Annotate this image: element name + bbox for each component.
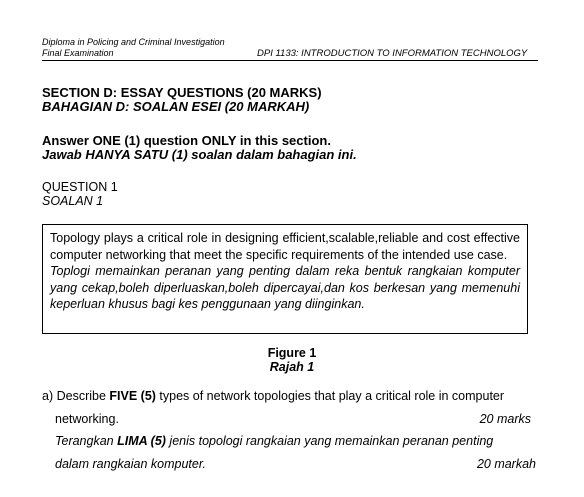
question-label-en: QUESTION 1 bbox=[42, 180, 118, 194]
figure-text-en: Topology plays a critical role in designing efficient,scalable,reliable and cost effective computer networking that meet the specific requirements of the intended use case. bbox=[50, 231, 520, 262]
course-title: Diploma in Policing and Criminal Investigation bbox=[42, 37, 225, 47]
part-a-prefix-ms: Terangkan bbox=[55, 434, 118, 448]
instruction-en: Answer ONE (1) question ONLY in this section. bbox=[42, 133, 331, 148]
section-title-ms: BAHAGIAN D: SOALAN ESEI (20 MARKAH) bbox=[42, 99, 310, 114]
section-title-en: SECTION D: ESSAY QUESTIONS (20 MARKS) bbox=[42, 85, 322, 100]
figure-caption-ms: Rajah 1 bbox=[269, 360, 315, 374]
instruction-ms: Jawab HANYA SATU (1) soalan dalam bahagian ini. bbox=[42, 147, 357, 162]
part-a-count-ms: LIMA (5) bbox=[117, 434, 166, 448]
part-a-line1-en bbox=[42, 389, 504, 403]
part-a-rest-en: types of network topologies that play a critical role in computer bbox=[155, 389, 505, 403]
part-a-count-en: FIVE (5) bbox=[109, 389, 156, 403]
part-a-line2-en: networking. bbox=[55, 412, 119, 426]
part-a-marks-ms: 20 markah bbox=[476, 457, 536, 471]
part-a-rest-ms: jenis topologi rangkaian yang memainkan peranan penting bbox=[165, 434, 494, 448]
header-rule bbox=[42, 60, 538, 61]
part-a-prefix-en: Describe bbox=[56, 389, 110, 403]
question-label-ms: SOALAN 1 bbox=[42, 194, 104, 208]
part-a-marks-en: 20 marks bbox=[479, 412, 531, 426]
exam-type: Final Examination bbox=[42, 48, 114, 58]
subject-code: DPI 1133: INTRODUCTION TO INFORMATION TECHNOLOGY bbox=[257, 48, 528, 59]
part-a-label: a) bbox=[42, 389, 54, 403]
part-a-line1-ms bbox=[55, 434, 493, 448]
figure-box bbox=[42, 224, 528, 334]
figure-text-ms: Toplogi memainkan peranan yang penting dalam reka bentuk rangkaian komputer yang cekap,boleh diperluaskan,boleh dipercayai,dan kos berkesan yang memenuhi keperluan khusus bagi kes penggunaan yang diinginkan. bbox=[50, 264, 520, 311]
part-a-line2-ms: dalam rangkaian komputer. bbox=[55, 457, 207, 471]
figure-caption-en: Figure 1 bbox=[267, 346, 317, 360]
